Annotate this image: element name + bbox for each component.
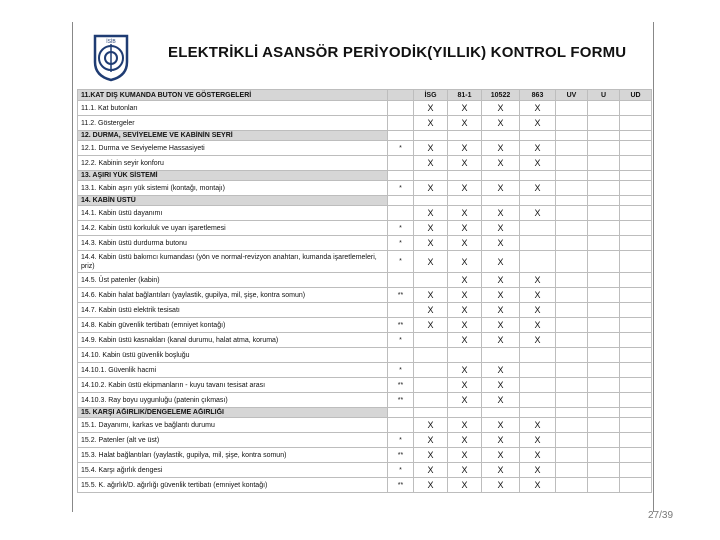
cell-c863 xyxy=(520,236,556,251)
cell-uv xyxy=(556,181,588,196)
table-row xyxy=(78,378,652,393)
cell-c863: X xyxy=(520,273,556,288)
cell-u xyxy=(588,448,620,463)
cell-isg: X xyxy=(414,251,448,273)
table-row xyxy=(78,418,652,433)
cell-c81: X xyxy=(448,433,482,448)
table-row xyxy=(78,236,652,251)
cell-isg: X xyxy=(414,448,448,463)
cell-mark xyxy=(388,116,414,131)
cell-c863: X xyxy=(520,101,556,116)
cell-c10522: X xyxy=(482,273,520,288)
cell-uv xyxy=(556,433,588,448)
cell-isg: X xyxy=(414,418,448,433)
cell-u xyxy=(588,363,620,378)
cell-uv xyxy=(556,156,588,171)
cell-uv xyxy=(556,378,588,393)
item-label: 12.2. Kabinin seyir konforu xyxy=(78,156,388,171)
cell-isg: X xyxy=(414,303,448,318)
cell-u xyxy=(588,221,620,236)
cell-c863: X xyxy=(520,181,556,196)
header-section: 11.KAT DIŞ KUMANDA BUTON VE GÖSTERGELERİ xyxy=(78,90,388,101)
cell-isg xyxy=(414,131,448,141)
cell-ud xyxy=(620,131,652,141)
table-row xyxy=(78,273,652,288)
cell-c81 xyxy=(448,408,482,418)
cell-ud xyxy=(620,156,652,171)
cell-c10522: X xyxy=(482,363,520,378)
cell-isg xyxy=(414,393,448,408)
cell-mark: * xyxy=(388,463,414,478)
cell-c10522: X xyxy=(482,141,520,156)
header-81-1: 81-1 xyxy=(448,90,482,101)
item-label: 14.6. Kabin halat bağlantıları (yaylastik, gupilya, mil, şişe, kontra somun) xyxy=(78,288,388,303)
cell-c10522 xyxy=(482,348,520,363)
cell-c863 xyxy=(520,196,556,206)
cell-isg: X xyxy=(414,181,448,196)
cell-uv xyxy=(556,363,588,378)
cell-c10522: X xyxy=(482,206,520,221)
item-label: 15.4. Karşı ağırlık dengesi xyxy=(78,463,388,478)
section-row xyxy=(78,131,652,141)
cell-uv xyxy=(556,221,588,236)
cell-u xyxy=(588,303,620,318)
organization-logo-icon xyxy=(89,32,133,82)
cell-c863 xyxy=(520,171,556,181)
cell-isg xyxy=(414,171,448,181)
cell-c10522 xyxy=(482,196,520,206)
cell-u xyxy=(588,171,620,181)
cell-uv xyxy=(556,236,588,251)
cell-mark: * xyxy=(388,333,414,348)
cell-mark: * xyxy=(388,141,414,156)
table-row xyxy=(78,463,652,478)
form-header xyxy=(73,22,653,88)
cell-isg xyxy=(414,333,448,348)
cell-c10522: X xyxy=(482,318,520,333)
cell-isg xyxy=(414,378,448,393)
cell-u xyxy=(588,478,620,493)
control-form-table xyxy=(77,89,652,493)
header-ud: UD xyxy=(620,90,652,101)
cell-c863 xyxy=(520,378,556,393)
cell-uv xyxy=(556,303,588,318)
section-row xyxy=(78,196,652,206)
cell-mark: ** xyxy=(388,378,414,393)
cell-mark xyxy=(388,303,414,318)
cell-mark xyxy=(388,348,414,363)
table-row xyxy=(78,433,652,448)
item-label: 14.1. Kabin üstü dayanımı xyxy=(78,206,388,221)
cell-c10522: X xyxy=(482,378,520,393)
cell-c81: X xyxy=(448,221,482,236)
cell-c81: X xyxy=(448,378,482,393)
cell-c81: X xyxy=(448,116,482,131)
item-label: 11.2. Göstergeler xyxy=(78,116,388,131)
form-title: ELEKTRİKLİ ASANSÖR PERİYODİK(YILLIK) KONTROL FORMU xyxy=(168,44,627,61)
header-isg: İSG xyxy=(414,90,448,101)
cell-uv xyxy=(556,273,588,288)
cell-c10522: X xyxy=(482,418,520,433)
cell-c81: X xyxy=(448,101,482,116)
cell-ud xyxy=(620,463,652,478)
cell-uv xyxy=(556,196,588,206)
cell-uv xyxy=(556,251,588,273)
cell-mark: * xyxy=(388,433,414,448)
cell-c863: X xyxy=(520,478,556,493)
item-label: 13.1. Kabin aşırı yük sistemi (kontağı, montajı) xyxy=(78,181,388,196)
header-uv: UV xyxy=(556,90,588,101)
cell-mark: * xyxy=(388,221,414,236)
cell-ud xyxy=(620,251,652,273)
cell-c10522: X xyxy=(482,463,520,478)
cell-uv xyxy=(556,393,588,408)
cell-c863: X xyxy=(520,463,556,478)
cell-isg xyxy=(414,408,448,418)
cell-ud xyxy=(620,236,652,251)
cell-ud xyxy=(620,288,652,303)
cell-isg: X xyxy=(414,236,448,251)
section-title: 12. DURMA, SEVİYELEME VE KABİNİN SEYRİ xyxy=(78,131,388,141)
cell-mark: * xyxy=(388,363,414,378)
cell-c863: X xyxy=(520,141,556,156)
cell-ud xyxy=(620,448,652,463)
table-row xyxy=(78,348,652,363)
cell-isg xyxy=(414,348,448,363)
cell-c81: X xyxy=(448,393,482,408)
table-row xyxy=(78,448,652,463)
cell-c863: X xyxy=(520,418,556,433)
cell-c10522: X xyxy=(482,448,520,463)
item-label: 14.3. Kabin üstü durdurma butonu xyxy=(78,236,388,251)
cell-mark: * xyxy=(388,236,414,251)
cell-c10522: X xyxy=(482,181,520,196)
cell-c10522: X xyxy=(482,393,520,408)
cell-c81: X xyxy=(448,156,482,171)
section-title: 15. KARŞI AĞIRLIK/DENGELEME AĞIRLIĞI xyxy=(78,408,388,418)
cell-mark xyxy=(388,196,414,206)
cell-c81: X xyxy=(448,236,482,251)
cell-isg: X xyxy=(414,288,448,303)
cell-ud xyxy=(620,393,652,408)
cell-mark xyxy=(388,206,414,221)
cell-c10522: X xyxy=(482,236,520,251)
cell-ud xyxy=(620,303,652,318)
cell-c81: X xyxy=(448,273,482,288)
cell-u xyxy=(588,463,620,478)
item-label: 14.10. Kabin üstü güvenlik boşluğu xyxy=(78,348,388,363)
cell-isg xyxy=(414,273,448,288)
cell-uv xyxy=(556,131,588,141)
cell-isg: X xyxy=(414,156,448,171)
header-863: 863 xyxy=(520,90,556,101)
cell-mark: ** xyxy=(388,393,414,408)
cell-c81 xyxy=(448,131,482,141)
cell-isg: X xyxy=(414,141,448,156)
table-row xyxy=(78,221,652,236)
cell-c10522: X xyxy=(482,251,520,273)
cell-u xyxy=(588,141,620,156)
item-label: 14.2. Kabin üstü korkuluk ve uyarı işaretlemesi xyxy=(78,221,388,236)
cell-c863: X xyxy=(520,116,556,131)
cell-c863: X xyxy=(520,433,556,448)
cell-ud xyxy=(620,418,652,433)
cell-c10522: X xyxy=(482,288,520,303)
cell-c863 xyxy=(520,251,556,273)
table-row xyxy=(78,156,652,171)
item-label: 15.5. K. ağırlık/D. ağırlığı güvenlik tertibatı (emniyet kontağı) xyxy=(78,478,388,493)
cell-u xyxy=(588,196,620,206)
cell-mark: ** xyxy=(388,448,414,463)
cell-ud xyxy=(620,348,652,363)
page-number: 27/39 xyxy=(648,510,674,521)
cell-uv xyxy=(556,418,588,433)
cell-mark: ** xyxy=(388,318,414,333)
cell-isg: X xyxy=(414,318,448,333)
table-row xyxy=(78,363,652,378)
cell-c10522: X xyxy=(482,333,520,348)
cell-mark xyxy=(388,418,414,433)
cell-ud xyxy=(620,116,652,131)
cell-u xyxy=(588,408,620,418)
table-row xyxy=(78,288,652,303)
cell-c863 xyxy=(520,131,556,141)
cell-uv xyxy=(556,478,588,493)
cell-c81: X xyxy=(448,478,482,493)
cell-u xyxy=(588,393,620,408)
cell-c863 xyxy=(520,363,556,378)
table-header-row xyxy=(78,90,652,101)
item-label: 15.2. Patenler (alt ve üst) xyxy=(78,433,388,448)
cell-c10522: X xyxy=(482,478,520,493)
cell-c10522: X xyxy=(482,221,520,236)
cell-uv xyxy=(556,116,588,131)
header-10522: 10522 xyxy=(482,90,520,101)
table-row xyxy=(78,141,652,156)
item-label: 14.4. Kabin üstü bakımcı kumandası (yön ve normal-revizyon anahtarı, kumanda işaretlemeleri, priz) xyxy=(78,251,388,273)
cell-c81 xyxy=(448,171,482,181)
cell-c81 xyxy=(448,348,482,363)
cell-u xyxy=(588,333,620,348)
table-row xyxy=(78,303,652,318)
cell-u xyxy=(588,131,620,141)
cell-ud xyxy=(620,378,652,393)
cell-isg: X xyxy=(414,116,448,131)
cell-u xyxy=(588,348,620,363)
cell-isg: X xyxy=(414,478,448,493)
cell-uv xyxy=(556,141,588,156)
table-row xyxy=(78,333,652,348)
cell-mark xyxy=(388,273,414,288)
section-row xyxy=(78,171,652,181)
cell-u xyxy=(588,273,620,288)
cell-isg: X xyxy=(414,463,448,478)
cell-c863: X xyxy=(520,288,556,303)
cell-mark xyxy=(388,408,414,418)
cell-c863: X xyxy=(520,206,556,221)
cell-ud xyxy=(620,196,652,206)
item-label: 14.8. Kabin güvenlik tertibatı (emniyet kontağı) xyxy=(78,318,388,333)
header-u: U xyxy=(588,90,620,101)
cell-uv xyxy=(556,348,588,363)
cell-ud xyxy=(620,206,652,221)
cell-isg: X xyxy=(414,221,448,236)
cell-c81: X xyxy=(448,206,482,221)
cell-c81: X xyxy=(448,418,482,433)
cell-uv xyxy=(556,408,588,418)
cell-u xyxy=(588,156,620,171)
item-label: 14.7. Kabin üstü elektrik tesisatı xyxy=(78,303,388,318)
cell-u xyxy=(588,433,620,448)
cell-isg xyxy=(414,196,448,206)
cell-uv xyxy=(556,206,588,221)
cell-c81: X xyxy=(448,288,482,303)
cell-uv xyxy=(556,101,588,116)
cell-c10522: X xyxy=(482,156,520,171)
cell-isg xyxy=(414,363,448,378)
section-title: 13. AŞIRI YÜK SİSTEMİ xyxy=(78,171,388,181)
item-label: 11.1. Kat butonları xyxy=(78,101,388,116)
cell-mark xyxy=(388,101,414,116)
item-label: 15.3. Halat bağlantıları (yaylastik, gupilya, mil, şişe, kontra somun) xyxy=(78,448,388,463)
table-row xyxy=(78,206,652,221)
cell-c81: X xyxy=(448,303,482,318)
cell-c81: X xyxy=(448,448,482,463)
cell-c10522: X xyxy=(482,303,520,318)
cell-c10522: X xyxy=(482,433,520,448)
cell-u xyxy=(588,378,620,393)
cell-uv xyxy=(556,288,588,303)
cell-ud xyxy=(620,333,652,348)
cell-c10522: X xyxy=(482,101,520,116)
cell-isg: X xyxy=(414,433,448,448)
table-row xyxy=(78,393,652,408)
table-row xyxy=(78,251,652,273)
cell-u xyxy=(588,101,620,116)
cell-u xyxy=(588,181,620,196)
cell-uv xyxy=(556,333,588,348)
item-label: 14.5. Üst patenler (kabin) xyxy=(78,273,388,288)
cell-isg: X xyxy=(414,206,448,221)
cell-mark: * xyxy=(388,251,414,273)
table-row xyxy=(78,318,652,333)
cell-c81: X xyxy=(448,181,482,196)
cell-c863: X xyxy=(520,156,556,171)
cell-u xyxy=(588,318,620,333)
item-label: 12.1. Durma ve Seviyeleme Hassasiyeti xyxy=(78,141,388,156)
section-row xyxy=(78,408,652,418)
header-mark xyxy=(388,90,414,101)
cell-c81: X xyxy=(448,318,482,333)
cell-c863 xyxy=(520,393,556,408)
cell-u xyxy=(588,116,620,131)
cell-ud xyxy=(620,221,652,236)
cell-uv xyxy=(556,318,588,333)
cell-isg: X xyxy=(414,101,448,116)
cell-ud xyxy=(620,171,652,181)
cell-ud xyxy=(620,408,652,418)
cell-mark xyxy=(388,131,414,141)
table-row xyxy=(78,101,652,116)
cell-uv xyxy=(556,463,588,478)
form-sheet xyxy=(72,22,654,512)
table-row xyxy=(78,116,652,131)
cell-c81 xyxy=(448,196,482,206)
cell-ud xyxy=(620,273,652,288)
cell-c863 xyxy=(520,408,556,418)
svg-text:İSİB: İSİB xyxy=(106,39,116,45)
cell-c863: X xyxy=(520,318,556,333)
cell-u xyxy=(588,251,620,273)
cell-ud xyxy=(620,433,652,448)
cell-c863: X xyxy=(520,303,556,318)
cell-c10522 xyxy=(482,171,520,181)
table-row xyxy=(78,478,652,493)
cell-c863 xyxy=(520,348,556,363)
cell-u xyxy=(588,418,620,433)
cell-u xyxy=(588,288,620,303)
cell-c10522 xyxy=(482,408,520,418)
cell-ud xyxy=(620,363,652,378)
cell-mark: * xyxy=(388,181,414,196)
cell-c81: X xyxy=(448,363,482,378)
cell-uv xyxy=(556,171,588,181)
item-label: 14.10.2. Kabin üstü ekipmanların - kuyu tavanı tesisat arası xyxy=(78,378,388,393)
cell-c863: X xyxy=(520,333,556,348)
item-label: 14.10.3. Ray boyu uygunluğu (patenin çıkması) xyxy=(78,393,388,408)
cell-mark: ** xyxy=(388,288,414,303)
cell-c10522 xyxy=(482,131,520,141)
section-title: 14. KABİN ÜSTÜ xyxy=(78,196,388,206)
cell-ud xyxy=(620,141,652,156)
cell-ud xyxy=(620,101,652,116)
cell-c81: X xyxy=(448,141,482,156)
item-label: 14.10.1. Güvenlik hacmi xyxy=(78,363,388,378)
cell-c863: X xyxy=(520,448,556,463)
cell-ud xyxy=(620,478,652,493)
cell-uv xyxy=(556,448,588,463)
cell-u xyxy=(588,236,620,251)
cell-mark xyxy=(388,171,414,181)
cell-u xyxy=(588,206,620,221)
item-label: 14.9. Kabin üstü kasnakları (kanal durumu, halat atma, koruma) xyxy=(78,333,388,348)
cell-ud xyxy=(620,318,652,333)
cell-ud xyxy=(620,181,652,196)
cell-c81: X xyxy=(448,333,482,348)
item-label: 15.1. Dayanımı, karkas ve bağlantı durumu xyxy=(78,418,388,433)
table-row xyxy=(78,181,652,196)
cell-c81: X xyxy=(448,251,482,273)
cell-c81: X xyxy=(448,463,482,478)
cell-mark: ** xyxy=(388,478,414,493)
cell-c10522: X xyxy=(482,116,520,131)
cell-c863 xyxy=(520,221,556,236)
cell-mark xyxy=(388,156,414,171)
